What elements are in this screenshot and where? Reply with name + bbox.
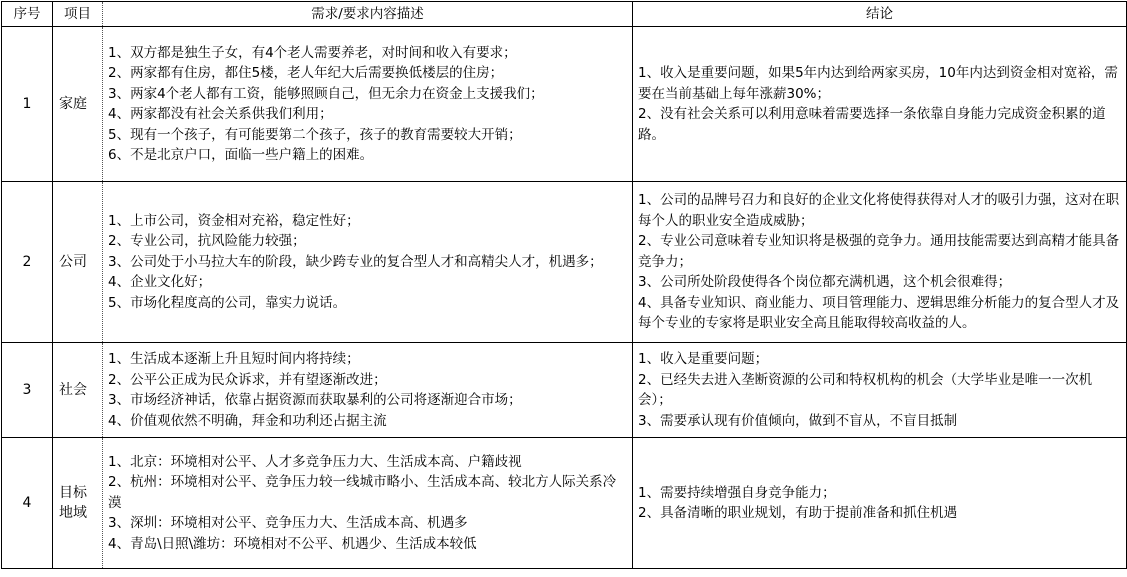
desc-line: 5、现有一个孩子，有可能要第二个孩子，孩子的教育需要较大开销； — [108, 126, 522, 143]
conclusion-line: 2、具备清晰的职业规划，有助于提前准备和抓住机遇 — [638, 505, 958, 521]
desc-line: 5、市场化程度高的公司，靠实力说话。 — [108, 294, 347, 311]
desc-line: 1、双方都是独生子女，有4个老人需要养老，对时间和收入有要求； — [108, 44, 517, 61]
table-row — [2, 438, 1127, 569]
desc-line: 2、杭州：环境相对公平、竞争压力较一线城市略小、生活成本高、较北方人际关系冷漠 — [108, 474, 617, 511]
desc-line: 6、不是北京户口，面临一些户籍上的困难。 — [108, 147, 374, 163]
desc-line: 3、深圳：环境相对公平、竞争压力大、生活成本高、机遇多 — [108, 515, 468, 532]
row-desc — [103, 438, 633, 569]
conclusion-line: 2、专业公司意味着专业知识将是极强的竞争力。通用技能需要达到高精才能具备竞争力； — [638, 233, 1120, 270]
desc-line: 1、北京：环境相对公平、人才多竞争压力大、生活成本高、户籍歧视 — [108, 453, 522, 470]
conclusion-line: 1、收入是重要问题； — [638, 351, 769, 367]
row-item — [53, 343, 103, 438]
row-item-line: 家庭 — [59, 96, 87, 112]
row-item-line: 目标 — [59, 485, 87, 501]
conclusion-line: 2、已经失去进入垄断资源的公司和特权机构的机会（大学毕业是唯一一次机会）； — [638, 371, 1093, 408]
row-desc — [103, 182, 633, 343]
desc-line: 3、公司处于小马拉大车的阶段，缺少跨专业的复合型人才和高精尖人才，机遇多； — [108, 253, 603, 270]
row-item-line: 社会 — [59, 382, 87, 398]
desc-line: 1、上市公司，资金相对充裕，稳定性好； — [108, 212, 360, 229]
desc-line: 3、两家4个老人都有工资，能够照顾自己，但无余力在资金上支援我们； — [108, 85, 544, 102]
conclusion-line: 4、具备专业知识、商业能力、项目管理能力、逻辑思维分析能力的复合型人才及每个专业的专家将是职业安全高且能取得较高收益的人。 — [638, 294, 1120, 332]
row-item-line: 地域 — [59, 505, 87, 521]
row-conclusion — [633, 182, 1127, 343]
table-row — [2, 27, 1127, 182]
table-row — [2, 343, 1127, 438]
desc-line: 4、价值观依然不明确，拜金和功利还占据主流 — [108, 412, 387, 429]
table-row — [2, 182, 1127, 343]
header-desc: 需求/要求内容描述 — [103, 2, 633, 27]
row-conclusion — [633, 27, 1127, 182]
row-item — [53, 182, 103, 343]
desc-line: 2、专业公司，抗风险能力较强； — [108, 233, 306, 250]
desc-line: 2、公平公正成为民众诉求，并有望逐渐改进； — [108, 371, 387, 388]
conclusion-line: 1、公司的品牌号召力和良好的企业文化将使得获得对人才的吸引力强，这对在职每个人的职业安全造成威胁； — [638, 192, 1120, 229]
conclusion-line: 3、公司所处阶段使得各个岗位都充满机遇，这个机会很难得； — [638, 274, 1012, 291]
row-item — [53, 438, 103, 569]
desc-line: 4、企业文化好； — [108, 274, 212, 291]
conclusion-line: 2、没有社会关系可以利用意味着需要选择一条依靠自身能力完成资金积累的道路。 — [638, 106, 1106, 143]
row-item — [53, 27, 103, 182]
requirements-table — [1, 1, 1127, 569]
desc-line: 1、生活成本逐渐上升且短时间内将持续； — [108, 351, 360, 367]
row-no: 4 — [2, 438, 53, 569]
row-conclusion — [633, 343, 1127, 438]
row-desc — [103, 343, 633, 438]
header-no: 序号 — [2, 2, 53, 27]
header-row — [2, 2, 1127, 27]
conclusion-line: 1、收入是重要问题，如果5年内达到给两家买房，10年内达到资金相对宽裕，需要在当前基础上每年涨薪30%； — [638, 65, 1118, 102]
header-item: 项目 — [53, 2, 103, 27]
row-conclusion — [633, 438, 1127, 569]
desc-line: 4、两家都没有社会关系供我们利用； — [108, 106, 333, 122]
row-no: 3 — [2, 343, 53, 438]
conclusion-line: 3、需要承认现有价值倾向，做到不盲从，不盲目抵制 — [638, 412, 958, 429]
row-item-line: 公司 — [59, 254, 87, 270]
desc-line: 4、青岛\日照\潍坊：环境相对不公平、机遇少、生活成本较低 — [108, 535, 477, 552]
row-no: 2 — [2, 182, 53, 343]
conclusion-line: 1、需要持续增强自身竞争能力； — [638, 484, 836, 501]
desc-line: 2、两家都有住房，都住5楼，老人年纪大后需要换低楼层的住房； — [108, 65, 504, 81]
header-conclusion: 结论 — [633, 2, 1127, 27]
desc-line: 3、市场经济神话，依靠占据资源而获取暴利的公司将逐渐迎合市场； — [108, 392, 522, 408]
row-desc — [103, 27, 633, 182]
row-no: 1 — [2, 27, 53, 182]
